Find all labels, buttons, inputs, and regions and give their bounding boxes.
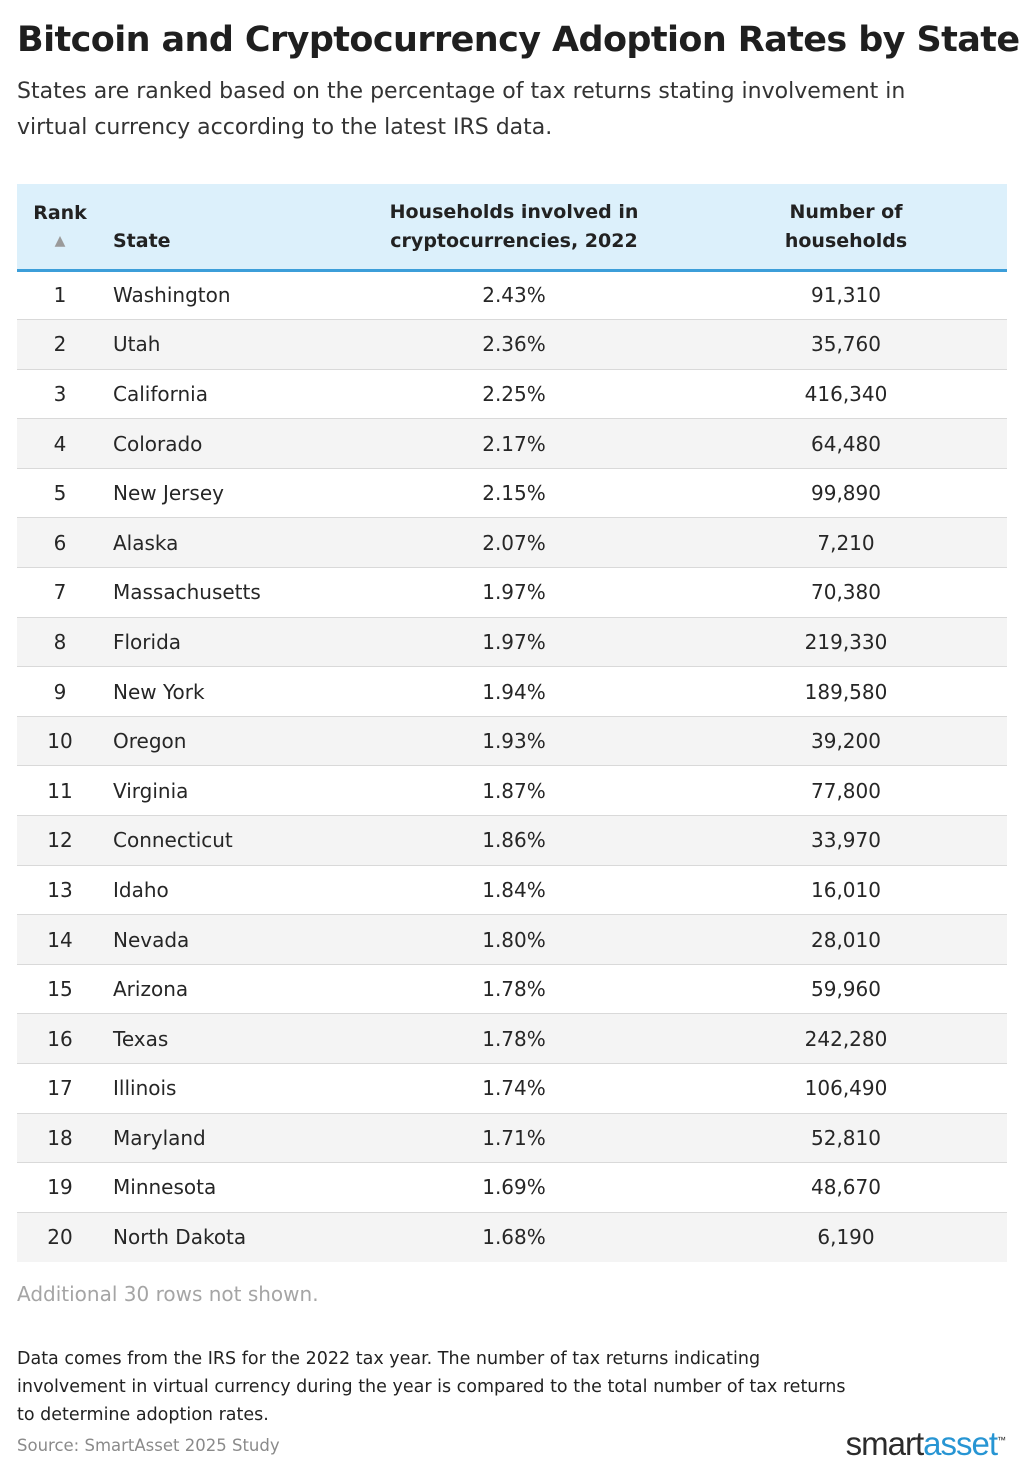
state-cell: Utah [103, 320, 343, 370]
rank-cell: 8 [17, 617, 103, 667]
households-involved-cell: 1.97% [343, 617, 685, 667]
state-cell: Washington [103, 270, 343, 320]
column-header-number-of-households[interactable] [685, 184, 1007, 270]
methodology-note: Data comes from the IRS for the 2022 tax year. The number of tax returns indicating involvement in virtual currency during the year is compared to the total number of tax returns to determine adoption rates. [17, 1349, 846, 1425]
table-row [17, 369, 1007, 419]
state-cell: Illinois [103, 1064, 343, 1114]
households-involved-cell: 1.87% [343, 766, 685, 816]
state-cell: Connecticut [103, 816, 343, 866]
rank-cell: 17 [17, 1064, 103, 1114]
state-cell: Arizona [103, 964, 343, 1014]
table-row [17, 1163, 1007, 1213]
households-involved-cell: 2.07% [343, 518, 685, 568]
state-cell: California [103, 369, 343, 419]
number-of-households-cell: 52,810 [685, 1113, 1007, 1163]
number-of-households-cell: 189,580 [685, 667, 1007, 717]
table-row [17, 568, 1007, 618]
households-involved-cell: 2.25% [343, 369, 685, 419]
households-involved-cell: 2.15% [343, 468, 685, 518]
table-row [17, 816, 1007, 866]
number-of-households-cell: 106,490 [685, 1064, 1007, 1114]
table-row [17, 1113, 1007, 1163]
rank-cell: 10 [17, 716, 103, 766]
state-cell: Nevada [103, 915, 343, 965]
number-of-households-cell: 219,330 [685, 617, 1007, 667]
number-of-households-cell: 70,380 [685, 568, 1007, 618]
table-row [17, 667, 1007, 717]
rank-cell: 2 [17, 320, 103, 370]
households-involved-cell: 2.36% [343, 320, 685, 370]
number-of-households-cell: 28,010 [685, 915, 1007, 965]
rank-cell: 1 [17, 270, 103, 320]
number-of-households-cell: 77,800 [685, 766, 1007, 816]
state-cell: New York [103, 667, 343, 717]
rank-cell: 3 [17, 369, 103, 419]
number-of-households-cell: 99,890 [685, 468, 1007, 518]
table-row [17, 1212, 1007, 1262]
rank-cell: 15 [17, 964, 103, 1014]
number-of-households-cell: 16,010 [685, 865, 1007, 915]
rank-cell: 13 [17, 865, 103, 915]
state-cell: Texas [103, 1014, 343, 1064]
table-row [17, 270, 1007, 320]
rank-cell: 16 [17, 1014, 103, 1064]
number-of-households-cell: 35,760 [685, 320, 1007, 370]
rank-cell: 7 [17, 568, 103, 618]
state-cell: Colorado [103, 419, 343, 469]
state-cell: New Jersey [103, 468, 343, 518]
number-of-households-cell: 7,210 [685, 518, 1007, 568]
households-involved-cell: 2.17% [343, 419, 685, 469]
state-cell: Virginia [103, 766, 343, 816]
table-row [17, 1014, 1007, 1064]
column-header-households-involved[interactable] [343, 184, 685, 270]
households-involved-cell: 1.97% [343, 568, 685, 618]
column-header-label: Households involved in cryptocurrencies, 2022 [389, 200, 639, 252]
number-of-households-cell: 242,280 [685, 1014, 1007, 1064]
column-header-rank[interactable] [17, 184, 103, 270]
rank-cell: 12 [17, 816, 103, 866]
state-cell: Alaska [103, 518, 343, 568]
rank-cell: 5 [17, 468, 103, 518]
rank-cell: 6 [17, 518, 103, 568]
households-involved-cell: 2.43% [343, 270, 685, 320]
table-body [17, 270, 1007, 1262]
state-cell: Massachusetts [103, 568, 343, 618]
table-row [17, 419, 1007, 469]
households-involved-cell: 1.69% [343, 1163, 685, 1213]
chart-subtitle: States are ranked based on the percentage of tax returns stating involvement in virtual currency according to the latest IRS data. [17, 79, 906, 140]
smartasset-logo: smartasset™ [845, 1425, 1006, 1462]
rank-cell: 4 [17, 419, 103, 469]
table-row [17, 915, 1007, 965]
number-of-households-cell: 59,960 [685, 964, 1007, 1014]
state-cell: Maryland [103, 1113, 343, 1163]
households-involved-cell: 1.84% [343, 865, 685, 915]
column-header-state[interactable] [103, 184, 343, 270]
rank-cell: 11 [17, 766, 103, 816]
number-of-households-cell: 48,670 [685, 1163, 1007, 1213]
number-of-households-cell: 6,190 [685, 1212, 1007, 1262]
table-row [17, 320, 1007, 370]
rank-cell: 18 [17, 1113, 103, 1163]
number-of-households-cell: 64,480 [685, 419, 1007, 469]
triangle-up-icon: ▲ [54, 233, 66, 249]
table-row [17, 617, 1007, 667]
rank-cell: 19 [17, 1163, 103, 1213]
table-row [17, 716, 1007, 766]
state-cell: Florida [103, 617, 343, 667]
state-cell: Idaho [103, 865, 343, 915]
table-row [17, 468, 1007, 518]
column-header-label: State [113, 229, 171, 252]
households-involved-cell: 1.86% [343, 816, 685, 866]
table-row [17, 865, 1007, 915]
households-involved-cell: 1.68% [343, 1212, 685, 1262]
state-cell: North Dakota [103, 1212, 343, 1262]
table-row [17, 518, 1007, 568]
households-involved-cell: 1.78% [343, 964, 685, 1014]
number-of-households-cell: 39,200 [685, 716, 1007, 766]
rank-cell: 9 [17, 667, 103, 717]
households-involved-cell: 1.94% [343, 667, 685, 717]
table-row [17, 1064, 1007, 1114]
column-header-label: Number of households [784, 200, 908, 252]
households-involved-cell: 1.74% [343, 1064, 685, 1114]
households-involved-cell: 1.93% [343, 716, 685, 766]
more-rows-note: Additional 30 rows not shown. [17, 1282, 319, 1306]
state-cell: Oregon [103, 716, 343, 766]
number-of-households-cell: 416,340 [685, 369, 1007, 419]
number-of-households-cell: 33,970 [685, 816, 1007, 866]
source-note: Source: SmartAsset 2025 Study [17, 1436, 280, 1455]
table-header-row [17, 184, 1007, 270]
number-of-households-cell: 91,310 [685, 270, 1007, 320]
column-header-label: Rank [33, 202, 87, 224]
households-involved-cell: 1.78% [343, 1014, 685, 1064]
table-row [17, 964, 1007, 1014]
households-involved-cell: 1.71% [343, 1113, 685, 1163]
rank-cell: 20 [17, 1212, 103, 1262]
table-row [17, 766, 1007, 816]
rank-cell: 14 [17, 915, 103, 965]
state-cell: Minnesota [103, 1163, 343, 1213]
data-table [17, 184, 1007, 1262]
households-involved-cell: 1.80% [343, 915, 685, 965]
chart-title: Bitcoin and Cryptocurrency Adoption Rates by State [17, 20, 1020, 60]
